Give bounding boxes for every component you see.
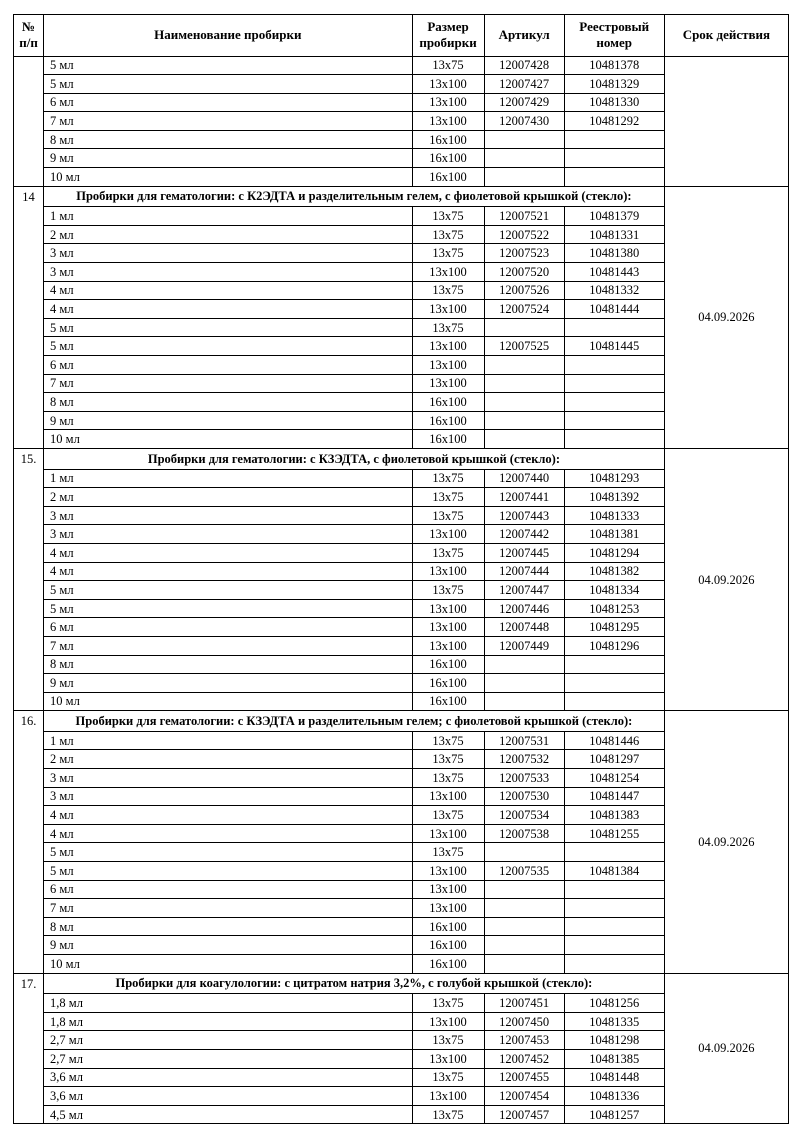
row-registry-cell: 10481383 [564, 806, 664, 825]
row-name-cell: 5 мл [44, 843, 412, 862]
row-registry-cell [564, 168, 664, 187]
row-size-cell: 13x75 [412, 207, 484, 226]
row-name-cell: 4 мл [44, 300, 412, 319]
row-size-cell: 13x75 [412, 1031, 484, 1050]
row-registry-cell: 10481333 [564, 506, 664, 525]
row-name-cell: 10 мл [44, 692, 412, 711]
row-size-cell: 13x75 [412, 731, 484, 750]
row-article-cell: 12007522 [484, 225, 564, 244]
row-size-cell: 13x100 [412, 862, 484, 881]
row-registry-cell: 10481329 [564, 75, 664, 94]
group-title-row [14, 186, 789, 207]
row-article-cell: 12007429 [484, 93, 564, 112]
row-article-cell [484, 692, 564, 711]
row-registry-cell: 10481255 [564, 824, 664, 843]
row-name-cell: 1 мл [44, 731, 412, 750]
row-article-cell: 12007449 [484, 636, 564, 655]
header-name: Наименование пробирки [44, 15, 412, 57]
row-size-cell: 16x100 [412, 130, 484, 149]
row-article-cell: 12007455 [484, 1068, 564, 1087]
row-article-cell: 12007441 [484, 488, 564, 507]
row-article-cell: 12007534 [484, 806, 564, 825]
row-registry-cell: 10481257 [564, 1105, 664, 1124]
row-registry-cell: 10481384 [564, 862, 664, 881]
row-size-cell: 13x75 [412, 750, 484, 769]
row-size-cell: 13x100 [412, 599, 484, 618]
row-name-cell: 10 мл [44, 955, 412, 974]
row-name-cell: 3 мл [44, 244, 412, 263]
row-article-cell: 12007444 [484, 562, 564, 581]
row-size-cell: 13x100 [412, 356, 484, 375]
row-article-cell: 12007451 [484, 994, 564, 1013]
group-title-cell: Пробирки для гематологии: с К2ЭДТА и разделительным гелем, с фиолетовой крышкой (стекло): [44, 186, 665, 207]
row-article-cell: 12007453 [484, 1031, 564, 1050]
row-registry-cell: 10481293 [564, 469, 664, 488]
row-size-cell: 13x100 [412, 880, 484, 899]
row-size-cell: 13x100 [412, 263, 484, 282]
row-article-cell: 12007430 [484, 112, 564, 131]
row-article-cell: 12007427 [484, 75, 564, 94]
row-size-cell: 16x100 [412, 674, 484, 693]
row-size-cell: 13x75 [412, 244, 484, 263]
validity-cell: 04.09.2026 [664, 186, 788, 448]
row-registry-cell: 10481336 [564, 1087, 664, 1106]
row-size-cell: 13x100 [412, 112, 484, 131]
group-title-row [14, 448, 789, 469]
group-number-cell [14, 56, 44, 186]
row-name-cell: 7 мл [44, 374, 412, 393]
row-name-cell: 6 мл [44, 93, 412, 112]
row-registry-cell [564, 674, 664, 693]
row-registry-cell: 10481294 [564, 543, 664, 562]
row-name-cell: 8 мл [44, 655, 412, 674]
row-size-cell: 13x100 [412, 636, 484, 655]
row-registry-cell: 10481385 [564, 1049, 664, 1068]
row-name-cell: 7 мл [44, 899, 412, 918]
row-size-cell: 16x100 [412, 917, 484, 936]
row-size-cell: 16x100 [412, 149, 484, 168]
row-registry-cell [564, 149, 664, 168]
row-article-cell: 12007454 [484, 1087, 564, 1106]
row-article-cell [484, 917, 564, 936]
row-registry-cell [564, 917, 664, 936]
group-title-cell: Пробирки для гематологии: с КЗЭДТА, с фиолетовой крышкой (стекло): [44, 448, 665, 469]
row-article-cell: 12007520 [484, 263, 564, 282]
row-registry-cell: 10481382 [564, 562, 664, 581]
row-article-cell: 12007526 [484, 281, 564, 300]
row-registry-cell: 10481446 [564, 731, 664, 750]
row-article-cell [484, 936, 564, 955]
row-name-cell: 9 мл [44, 411, 412, 430]
row-size-cell: 13x75 [412, 843, 484, 862]
tube-registry-table [13, 14, 789, 1124]
row-article-cell [484, 356, 564, 375]
row-size-cell: 13x75 [412, 769, 484, 788]
row-registry-cell: 10481443 [564, 263, 664, 282]
row-registry-cell: 10481444 [564, 300, 664, 319]
row-name-cell: 3 мл [44, 263, 412, 282]
row-name-cell: 4 мл [44, 824, 412, 843]
group-number-cell: 14 [14, 186, 44, 448]
row-registry-cell: 10481448 [564, 1068, 664, 1087]
row-registry-cell [564, 655, 664, 674]
table-header-row [14, 15, 789, 57]
row-article-cell: 12007447 [484, 581, 564, 600]
row-registry-cell: 10481332 [564, 281, 664, 300]
row-size-cell: 13x75 [412, 318, 484, 337]
row-article-cell [484, 899, 564, 918]
group-number-cell: 17. [14, 973, 44, 1124]
validity-cell [664, 56, 788, 186]
row-name-cell: 1,8 мл [44, 1012, 412, 1031]
row-article-cell [484, 318, 564, 337]
row-registry-cell [564, 843, 664, 862]
row-registry-cell [564, 692, 664, 711]
row-size-cell: 13x75 [412, 488, 484, 507]
row-registry-cell: 10481447 [564, 787, 664, 806]
row-registry-cell [564, 411, 664, 430]
row-size-cell: 13x100 [412, 337, 484, 356]
header-size: Размер пробирки [412, 15, 484, 57]
row-registry-cell: 10481297 [564, 750, 664, 769]
row-registry-cell: 10481335 [564, 1012, 664, 1031]
row-name-cell: 1 мл [44, 469, 412, 488]
row-article-cell: 12007428 [484, 56, 564, 75]
row-article-cell: 12007521 [484, 207, 564, 226]
row-size-cell: 13x75 [412, 1105, 484, 1124]
row-registry-cell [564, 318, 664, 337]
group-number-cell: 15. [14, 448, 44, 710]
row-article-cell [484, 880, 564, 899]
row-article-cell [484, 168, 564, 187]
row-name-cell: 3,6 мл [44, 1068, 412, 1087]
row-registry-cell [564, 130, 664, 149]
row-size-cell: 13x75 [412, 506, 484, 525]
row-article-cell [484, 843, 564, 862]
row-name-cell: 8 мл [44, 393, 412, 412]
row-article-cell [484, 393, 564, 412]
row-size-cell: 13x100 [412, 75, 484, 94]
row-registry-cell: 10481330 [564, 93, 664, 112]
row-name-cell: 7 мл [44, 112, 412, 131]
row-size-cell: 13x100 [412, 1049, 484, 1068]
row-name-cell: 7 мл [44, 636, 412, 655]
row-size-cell: 13x100 [412, 787, 484, 806]
row-name-cell: 2,7 мл [44, 1049, 412, 1068]
row-name-cell: 1,8 мл [44, 994, 412, 1013]
row-article-cell: 12007452 [484, 1049, 564, 1068]
row-name-cell: 2 мл [44, 488, 412, 507]
row-registry-cell: 10481334 [564, 581, 664, 600]
row-registry-cell: 10481379 [564, 207, 664, 226]
row-size-cell: 13x100 [412, 525, 484, 544]
row-name-cell: 5 мл [44, 318, 412, 337]
row-name-cell: 9 мл [44, 674, 412, 693]
row-registry-cell [564, 393, 664, 412]
row-article-cell [484, 130, 564, 149]
row-article-cell: 12007440 [484, 469, 564, 488]
row-size-cell: 16x100 [412, 430, 484, 449]
row-registry-cell [564, 955, 664, 974]
row-registry-cell: 10481298 [564, 1031, 664, 1050]
row-article-cell [484, 655, 564, 674]
row-article-cell: 12007450 [484, 1012, 564, 1031]
row-size-cell: 13x75 [412, 581, 484, 600]
row-registry-cell [564, 430, 664, 449]
row-registry-cell: 10481253 [564, 599, 664, 618]
row-registry-cell: 10481378 [564, 56, 664, 75]
row-registry-cell [564, 356, 664, 375]
row-name-cell: 4,5 мл [44, 1105, 412, 1124]
group-title-row [14, 711, 789, 732]
group-title-row [14, 973, 789, 994]
row-registry-cell: 10481381 [564, 525, 664, 544]
row-registry-cell [564, 899, 664, 918]
row-size-cell: 16x100 [412, 692, 484, 711]
row-registry-cell: 10481292 [564, 112, 664, 131]
row-registry-cell: 10481445 [564, 337, 664, 356]
group-title-cell: Пробирки для коагулологии: с цитратом натрия 3,2%, с голубой крышкой (стекло): [44, 973, 665, 994]
row-name-cell: 9 мл [44, 936, 412, 955]
row-size-cell: 13x100 [412, 1012, 484, 1031]
row-registry-cell [564, 936, 664, 955]
row-registry-cell: 10481380 [564, 244, 664, 263]
row-article-cell: 12007532 [484, 750, 564, 769]
row-size-cell: 13x75 [412, 806, 484, 825]
row-article-cell [484, 411, 564, 430]
row-article-cell: 12007442 [484, 525, 564, 544]
row-registry-cell: 10481331 [564, 225, 664, 244]
row-size-cell: 13x100 [412, 562, 484, 581]
row-article-cell: 12007448 [484, 618, 564, 637]
row-name-cell: 3,6 мл [44, 1087, 412, 1106]
row-name-cell: 4 мл [44, 562, 412, 581]
row-registry-cell: 10481392 [564, 488, 664, 507]
table-header [14, 15, 789, 57]
row-size-cell: 13x100 [412, 93, 484, 112]
row-name-cell: 2 мл [44, 225, 412, 244]
row-name-cell: 4 мл [44, 281, 412, 300]
row-size-cell: 13x100 [412, 824, 484, 843]
row-registry-cell [564, 374, 664, 393]
group-title-cell: Пробирки для гематологии: с КЗЭДТА и разделительным гелем; с фиолетовой крышкой (стекло): [44, 711, 665, 732]
row-name-cell: 5 мл [44, 581, 412, 600]
validity-cell: 04.09.2026 [664, 711, 788, 973]
row-article-cell [484, 955, 564, 974]
row-size-cell: 13x75 [412, 994, 484, 1013]
validity-cell: 04.09.2026 [664, 448, 788, 710]
row-name-cell: 6 мл [44, 880, 412, 899]
row-registry-cell: 10481295 [564, 618, 664, 637]
row-name-cell: 2 мл [44, 750, 412, 769]
row-size-cell: 16x100 [412, 168, 484, 187]
row-name-cell: 8 мл [44, 917, 412, 936]
row-name-cell: 3 мл [44, 506, 412, 525]
header-num: № п/п [14, 15, 44, 57]
row-size-cell: 13x75 [412, 469, 484, 488]
row-size-cell: 16x100 [412, 393, 484, 412]
row-size-cell: 13x100 [412, 374, 484, 393]
row-article-cell [484, 374, 564, 393]
row-article-cell: 12007525 [484, 337, 564, 356]
row-size-cell: 13x75 [412, 225, 484, 244]
row-name-cell: 6 мл [44, 618, 412, 637]
row-size-cell: 13x100 [412, 300, 484, 319]
header-article: Артикул [484, 15, 564, 57]
row-size-cell: 16x100 [412, 955, 484, 974]
row-size-cell: 13x75 [412, 543, 484, 562]
row-article-cell [484, 430, 564, 449]
header-validity: Срок действия [664, 15, 788, 57]
row-article-cell [484, 149, 564, 168]
row-article-cell [484, 674, 564, 693]
row-article-cell: 12007523 [484, 244, 564, 263]
row-size-cell: 13x100 [412, 618, 484, 637]
row-size-cell: 13x100 [412, 899, 484, 918]
row-size-cell: 13x75 [412, 1068, 484, 1087]
row-name-cell: 3 мл [44, 787, 412, 806]
row-name-cell: 5 мл [44, 862, 412, 881]
row-size-cell: 13x75 [412, 281, 484, 300]
row-article-cell: 12007457 [484, 1105, 564, 1124]
row-name-cell: 3 мл [44, 769, 412, 788]
row-name-cell: 4 мл [44, 806, 412, 825]
row-name-cell: 10 мл [44, 168, 412, 187]
row-article-cell: 12007530 [484, 787, 564, 806]
row-name-cell: 5 мл [44, 337, 412, 356]
row-name-cell: 1 мл [44, 207, 412, 226]
table-body [14, 56, 789, 1124]
row-article-cell: 12007443 [484, 506, 564, 525]
row-registry-cell [564, 880, 664, 899]
row-article-cell: 12007531 [484, 731, 564, 750]
row-article-cell: 12007538 [484, 824, 564, 843]
row-registry-cell: 10481296 [564, 636, 664, 655]
row-name-cell: 6 мл [44, 356, 412, 375]
row-article-cell: 12007445 [484, 543, 564, 562]
row-article-cell: 12007524 [484, 300, 564, 319]
row-size-cell: 16x100 [412, 936, 484, 955]
row-registry-cell: 10481256 [564, 994, 664, 1013]
row-name-cell: 5 мл [44, 56, 412, 75]
row-name-cell: 4 мл [44, 543, 412, 562]
row-name-cell: 10 мл [44, 430, 412, 449]
row-article-cell: 12007533 [484, 769, 564, 788]
header-registry: Реестровый номер [564, 15, 664, 57]
row-size-cell: 13x75 [412, 56, 484, 75]
group-number-cell: 16. [14, 711, 44, 973]
table-row [14, 56, 789, 75]
row-name-cell: 3 мл [44, 525, 412, 544]
row-article-cell: 12007446 [484, 599, 564, 618]
row-article-cell: 12007535 [484, 862, 564, 881]
row-registry-cell: 10481254 [564, 769, 664, 788]
row-size-cell: 13x100 [412, 1087, 484, 1106]
row-name-cell: 8 мл [44, 130, 412, 149]
row-name-cell: 2,7 мл [44, 1031, 412, 1050]
row-size-cell: 16x100 [412, 655, 484, 674]
row-size-cell: 16x100 [412, 411, 484, 430]
row-name-cell: 5 мл [44, 599, 412, 618]
row-name-cell: 5 мл [44, 75, 412, 94]
row-name-cell: 9 мл [44, 149, 412, 168]
validity-cell: 04.09.2026 [664, 973, 788, 1124]
